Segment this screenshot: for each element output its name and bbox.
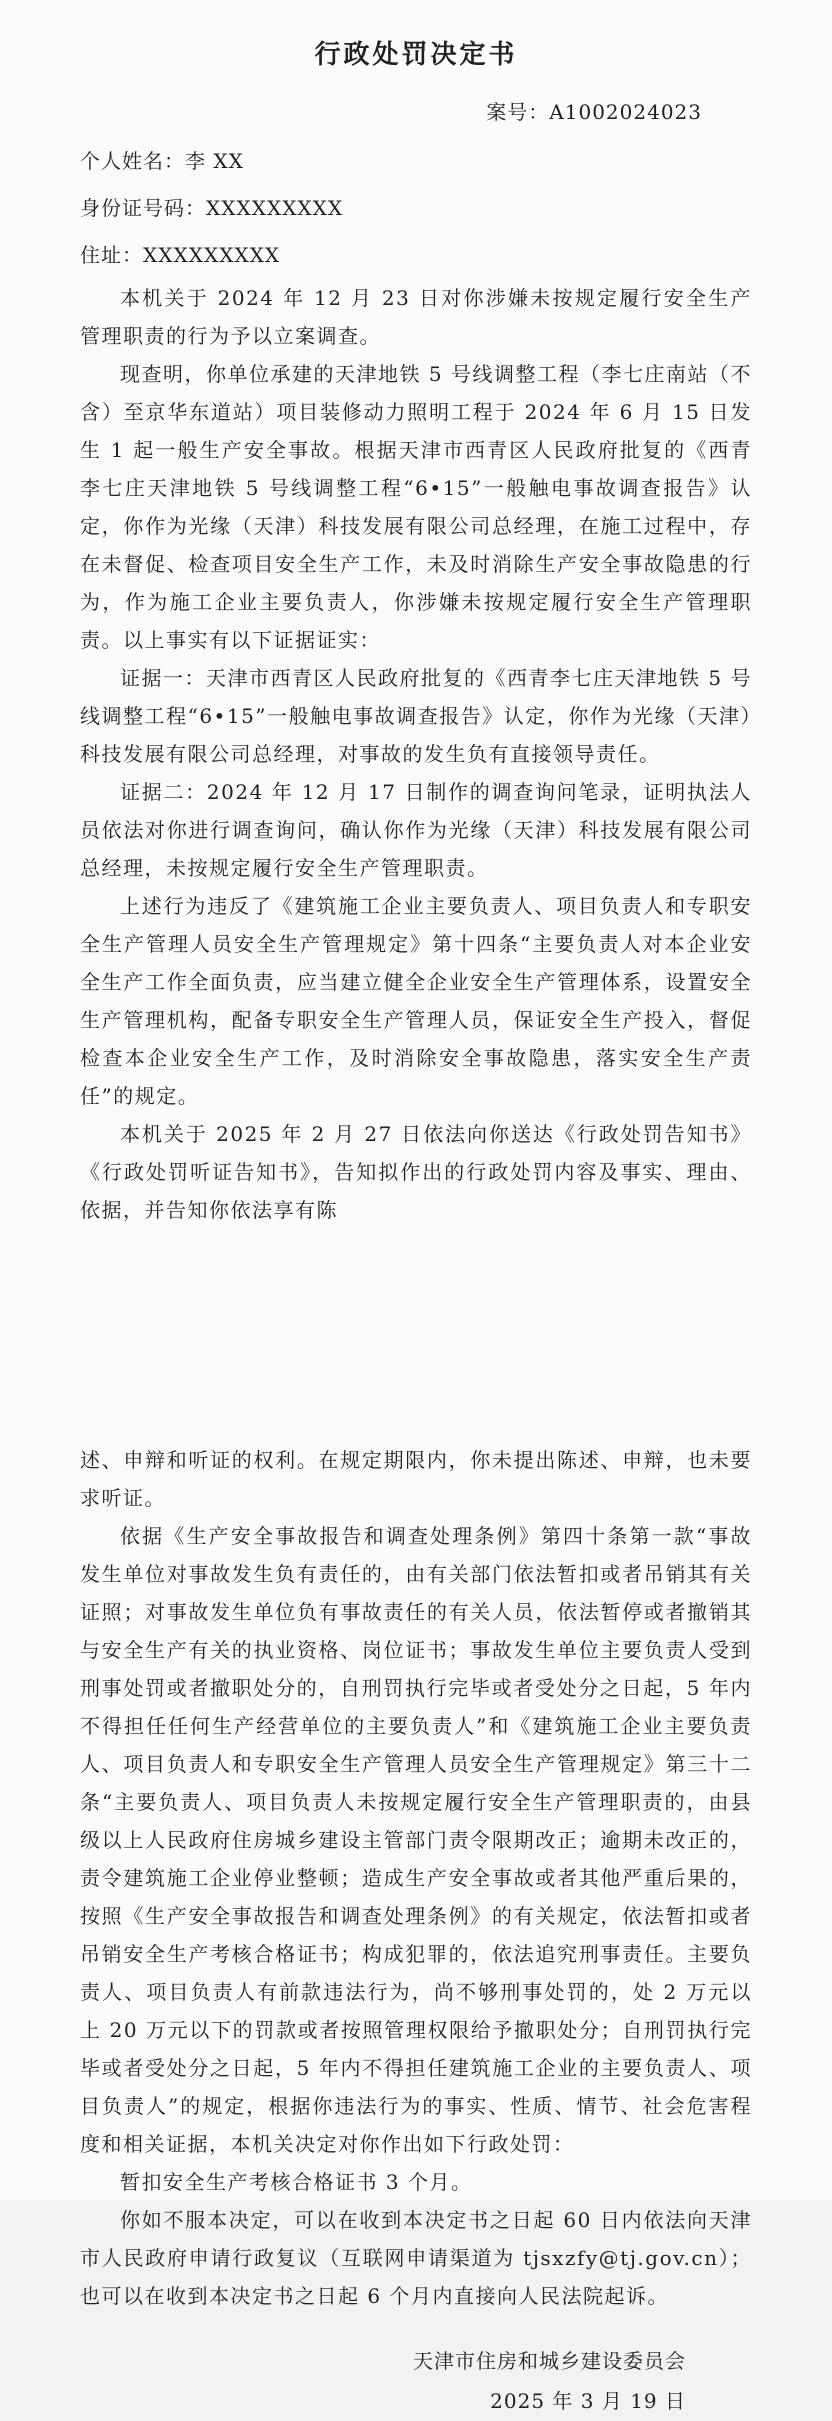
paragraph-notification: 本机关于 2025 年 2 月 27 日依法向你送达《行政处罚告知书》《行政处罚听证告知书》，告知拟作出的行政处罚内容及事实、理由、依据，并告知你依法享有陈	[80, 1122, 752, 1222]
case-number-line	[80, 98, 752, 126]
paragraph-appeal-rights: 你如不服本决定，可以在收到本决定书之日起 60 日内依法向天津市人民政府申请行政复议（互联网申请渠道为 tjsxzfy@tj.gov.cn）；也可以在收到本决定书之日起 6 个月内直接向人民法院起诉。	[80, 2208, 752, 2308]
document-body	[80, 279, 752, 2315]
field-address	[80, 232, 752, 279]
paragraph-evidence-1: 证据一：天津市西青区人民政府批复的《西青李七庄天津地铁 5 号线调整工程“6•15”一般触电事故调查报告》认定，你作为光缘（天津）科技发展有限公司总经理，对事故的发生负有直接领导责任。	[80, 666, 752, 766]
field-name	[80, 138, 752, 185]
signature-block	[80, 2341, 752, 2421]
case-number-label: 案号：	[486, 100, 550, 124]
paragraph-evidence-2: 证据二：2024 年 12 月 17 日制作的调查询问笔录，证明执法人员依法对你进行调查询问，确认你作为光缘（天津）科技发展有限公司总经理，未按规定履行安全生产管理职责。	[80, 780, 752, 880]
paragraph-violation: 上述行为违反了《建筑施工企业主要负责人、项目负责人和专职安全生产管理人员安全生产管理规定》第十四条“主要负责人对本企业安全生产工作全面负责，应当建立健全企业安全生产管理体系，设置安全生产管理机构，配备专职安全生产管理人员，保证安全生产投入，督促检查本企业安全生产工作，及时消除安全事故隐患，落实安全生产责任”的规定。	[80, 894, 752, 1108]
issuing-authority: 天津市住房和城乡建设委员会	[413, 2349, 686, 2373]
field-id-number-label: 身份证号码：	[80, 196, 206, 220]
field-address-value: XXXXXXXXX	[143, 243, 281, 267]
document-title: 行政处罚决定书	[314, 40, 518, 70]
field-name-value: 李 XX	[185, 149, 244, 173]
paragraph-case-filing: 本机关于 2024 年 12 月 23 日对你涉嫌未按规定履行安全生产管理职责的行为予以立案调查。	[80, 286, 752, 348]
field-address-label: 住址：	[80, 243, 143, 267]
recipient-info	[80, 138, 752, 279]
page-break-gap	[80, 1229, 752, 1441]
paragraph-legal-basis: 依据《生产安全事故报告和调查处理条例》第四十条第一款“事故发生单位对事故发生负有责任的，由有关部门依法暂扣或者吊销其有关证照；对事故发生单位负有事故责任的有关人员，依法暂停或者撤销其与安全生产有关的执业资格、岗位证书；事故发生单位主要负责人受到刑事处罚或者撤职处分的，自刑罚执行完毕或者受处分之日起，5 年内不得担任任何生产经营单位的主要负责人”和《建筑施工企业主要负责人、项目负责人和专职安全生产管理人员安全生产管理规定》第三十二条“主要负责人、项目负责人未按规定履行安全生产管理职责的，由县级以上人民政府住房城乡建设主管部门责令限期改正；逾期未改正的，责令建筑施工企业停业整顿；造成生产安全事故或者其他严重后果的，按照《生产安全事故报告和调查处理条例》的有关规定，依法暂扣或者吊销安全生产考核合格证书；构成犯罪的，依法追究刑事责任。主要负责人、项目负责人有前款违法行为，尚不够刑事处罚的，处 2 万元以上 20 万元以下的罚款或者按照管理权限给予撤职处分；自刑罚执行完毕或者受处分之日起，5 年内不得担任建筑施工企业的主要负责人、项目负责人”的规定，根据你违法行为的事实、性质、情节、社会危害程度和相关证据，本机关决定对你作出如下行政处罚：	[80, 1524, 752, 2156]
paragraph-findings: 现查明，你单位承建的天津地铁 5 号线调整工程（李七庄南站（不含）至京华东道站）项目装修动力照明工程于 2024 年 6 月 15 日发生 1 起一般生产安全事故。根据天津市西青区人民政府批复的《西青李七庄天津地铁 5 号线调整工程“6•15”一般触电事故调查报告》认定，你作为光缘（天津）科技发展有限公司总经理，在施工过程中，存在未督促、检查项目安全生产工作，未及时消除生产安全事故隐患的行为，作为施工企业主要负责人，你涉嫌未按规定履行安全生产管理职责。以上事实有以下证据证实：	[80, 362, 752, 652]
paragraph-penalty-decision: 暂扣安全生产考核合格证书 3 个月。	[120, 2170, 473, 2194]
field-id-number-value: XXXXXXXXX	[206, 196, 344, 220]
paragraph-notification-continued: 述、申辩和听证的权利。在规定期限内，你未提出陈述、申辩，也未要求听证。	[80, 1448, 752, 1510]
field-name-label: 个人姓名：	[80, 149, 185, 173]
field-id-number	[80, 185, 752, 232]
case-number-value: A1002024023	[549, 100, 702, 124]
issue-date: 2025 年 3 月 19 日	[490, 2389, 686, 2413]
